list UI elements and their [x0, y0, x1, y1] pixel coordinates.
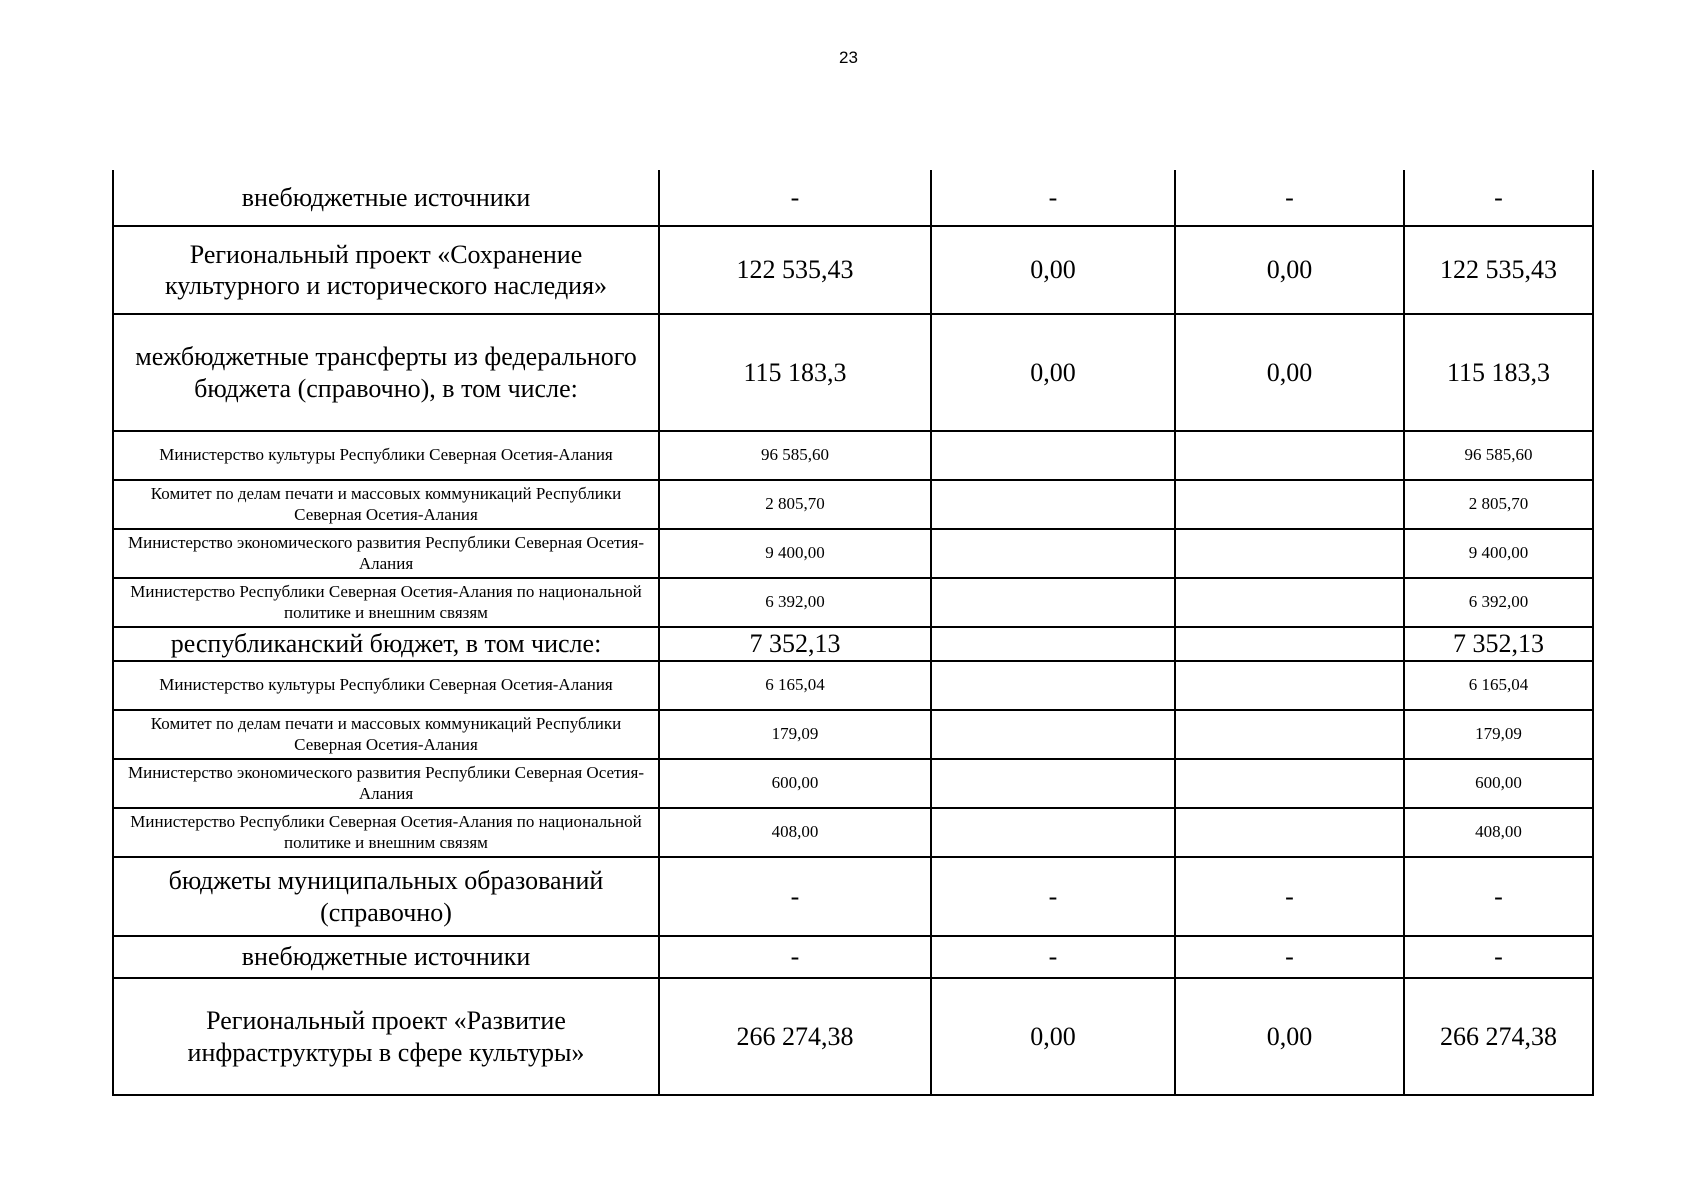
value-cell-1: 266 274,38 [659, 978, 931, 1095]
row-label: Министерство экономического развития Республики Северная Осетия-Алания [113, 759, 659, 808]
table-row [113, 170, 1593, 226]
page-number: 23 [839, 48, 858, 67]
value-cell-2: - [931, 857, 1175, 936]
row-label: внебюджетные источники [113, 170, 659, 226]
value-cell-2 [931, 578, 1175, 627]
value-cell-1: - [659, 857, 931, 936]
row-label: Министерство экономического развития Республики Северная Осетия-Алания [113, 529, 659, 578]
value-cell-3 [1175, 661, 1404, 710]
row-label: Министерство Республики Северная Осетия-Алания по национальной политике и внешним связям [113, 578, 659, 627]
value-cell-2 [931, 529, 1175, 578]
row-label: бюджеты муниципальных образований (справочно) [113, 857, 659, 936]
value-cell-3 [1175, 759, 1404, 808]
value-cell-1: 9 400,00 [659, 529, 931, 578]
value-cell-3: - [1175, 170, 1404, 226]
value-cell-3 [1175, 480, 1404, 529]
value-cell-4: 2 805,70 [1404, 480, 1593, 529]
row-label: Комитет по делам печати и массовых коммуникаций Республики Северная Осетия-Алания [113, 480, 659, 529]
table-row [113, 314, 1593, 431]
value-cell-2 [931, 710, 1175, 759]
value-cell-4: 6 165,04 [1404, 661, 1593, 710]
row-label: Министерство культуры Республики Северная Осетия-Алания [113, 431, 659, 480]
value-cell-1: - [659, 936, 931, 978]
value-cell-4: 7 352,13 [1404, 627, 1593, 661]
table-row [113, 936, 1593, 978]
value-cell-1: 179,09 [659, 710, 931, 759]
value-cell-3: 0,00 [1175, 978, 1404, 1095]
table-row [113, 759, 1593, 808]
value-cell-4: - [1404, 170, 1593, 226]
value-cell-2 [931, 480, 1175, 529]
value-cell-2 [931, 661, 1175, 710]
table-row [113, 710, 1593, 759]
row-label: межбюджетные трансферты из федерального бюджета (справочно), в том числе: [113, 314, 659, 431]
value-cell-3 [1175, 808, 1404, 857]
table-row [113, 661, 1593, 710]
value-cell-2 [931, 431, 1175, 480]
value-cell-4: 9 400,00 [1404, 529, 1593, 578]
value-cell-1: 6 165,04 [659, 661, 931, 710]
value-cell-4: - [1404, 936, 1593, 978]
value-cell-4: 6 392,00 [1404, 578, 1593, 627]
row-label: Региональный проект «Развитие инфраструктуры в сфере культуры» [113, 978, 659, 1095]
table-body [113, 170, 1593, 1095]
table-row [113, 578, 1593, 627]
row-label: Комитет по делам печати и массовых коммуникаций Республики Северная Осетия-Алания [113, 710, 659, 759]
row-label: Министерство культуры Республики Северная Осетия-Алания [113, 661, 659, 710]
value-cell-3 [1175, 627, 1404, 661]
value-cell-1: 408,00 [659, 808, 931, 857]
value-cell-1: 2 805,70 [659, 480, 931, 529]
value-cell-1: 96 585,60 [659, 431, 931, 480]
value-cell-4: 179,09 [1404, 710, 1593, 759]
table-row [113, 529, 1593, 578]
value-cell-2: 0,00 [931, 978, 1175, 1095]
table-row [113, 480, 1593, 529]
value-cell-3 [1175, 431, 1404, 480]
value-cell-4: 408,00 [1404, 808, 1593, 857]
value-cell-2: - [931, 936, 1175, 978]
value-cell-3: 0,00 [1175, 314, 1404, 431]
table-row [113, 226, 1593, 314]
value-cell-1: - [659, 170, 931, 226]
value-cell-1: 115 183,3 [659, 314, 931, 431]
value-cell-3: - [1175, 857, 1404, 936]
value-cell-4: 96 585,60 [1404, 431, 1593, 480]
row-label: Министерство Республики Северная Осетия-Алания по национальной политике и внешним связям [113, 808, 659, 857]
value-cell-2 [931, 808, 1175, 857]
value-cell-3 [1175, 578, 1404, 627]
value-cell-1: 600,00 [659, 759, 931, 808]
value-cell-4: 600,00 [1404, 759, 1593, 808]
value-cell-1: 7 352,13 [659, 627, 931, 661]
value-cell-3: 0,00 [1175, 226, 1404, 314]
table-row [113, 431, 1593, 480]
value-cell-3: - [1175, 936, 1404, 978]
row-label: Региональный проект «Сохранение культурного и исторического наследия» [113, 226, 659, 314]
value-cell-4: 266 274,38 [1404, 978, 1593, 1095]
table-row [113, 808, 1593, 857]
budget-table [112, 170, 1594, 1096]
value-cell-2: - [931, 170, 1175, 226]
value-cell-2 [931, 627, 1175, 661]
row-label: внебюджетные источники [113, 936, 659, 978]
value-cell-2: 0,00 [931, 226, 1175, 314]
value-cell-1: 122 535,43 [659, 226, 931, 314]
value-cell-2: 0,00 [931, 314, 1175, 431]
value-cell-2 [931, 759, 1175, 808]
value-cell-3 [1175, 529, 1404, 578]
value-cell-1: 6 392,00 [659, 578, 931, 627]
value-cell-3 [1175, 710, 1404, 759]
table-row [113, 857, 1593, 936]
value-cell-4: 122 535,43 [1404, 226, 1593, 314]
table-row [113, 978, 1593, 1095]
table-row [113, 627, 1593, 661]
row-label: республиканский бюджет, в том числе: [113, 627, 659, 661]
value-cell-4: 115 183,3 [1404, 314, 1593, 431]
value-cell-4: - [1404, 857, 1593, 936]
